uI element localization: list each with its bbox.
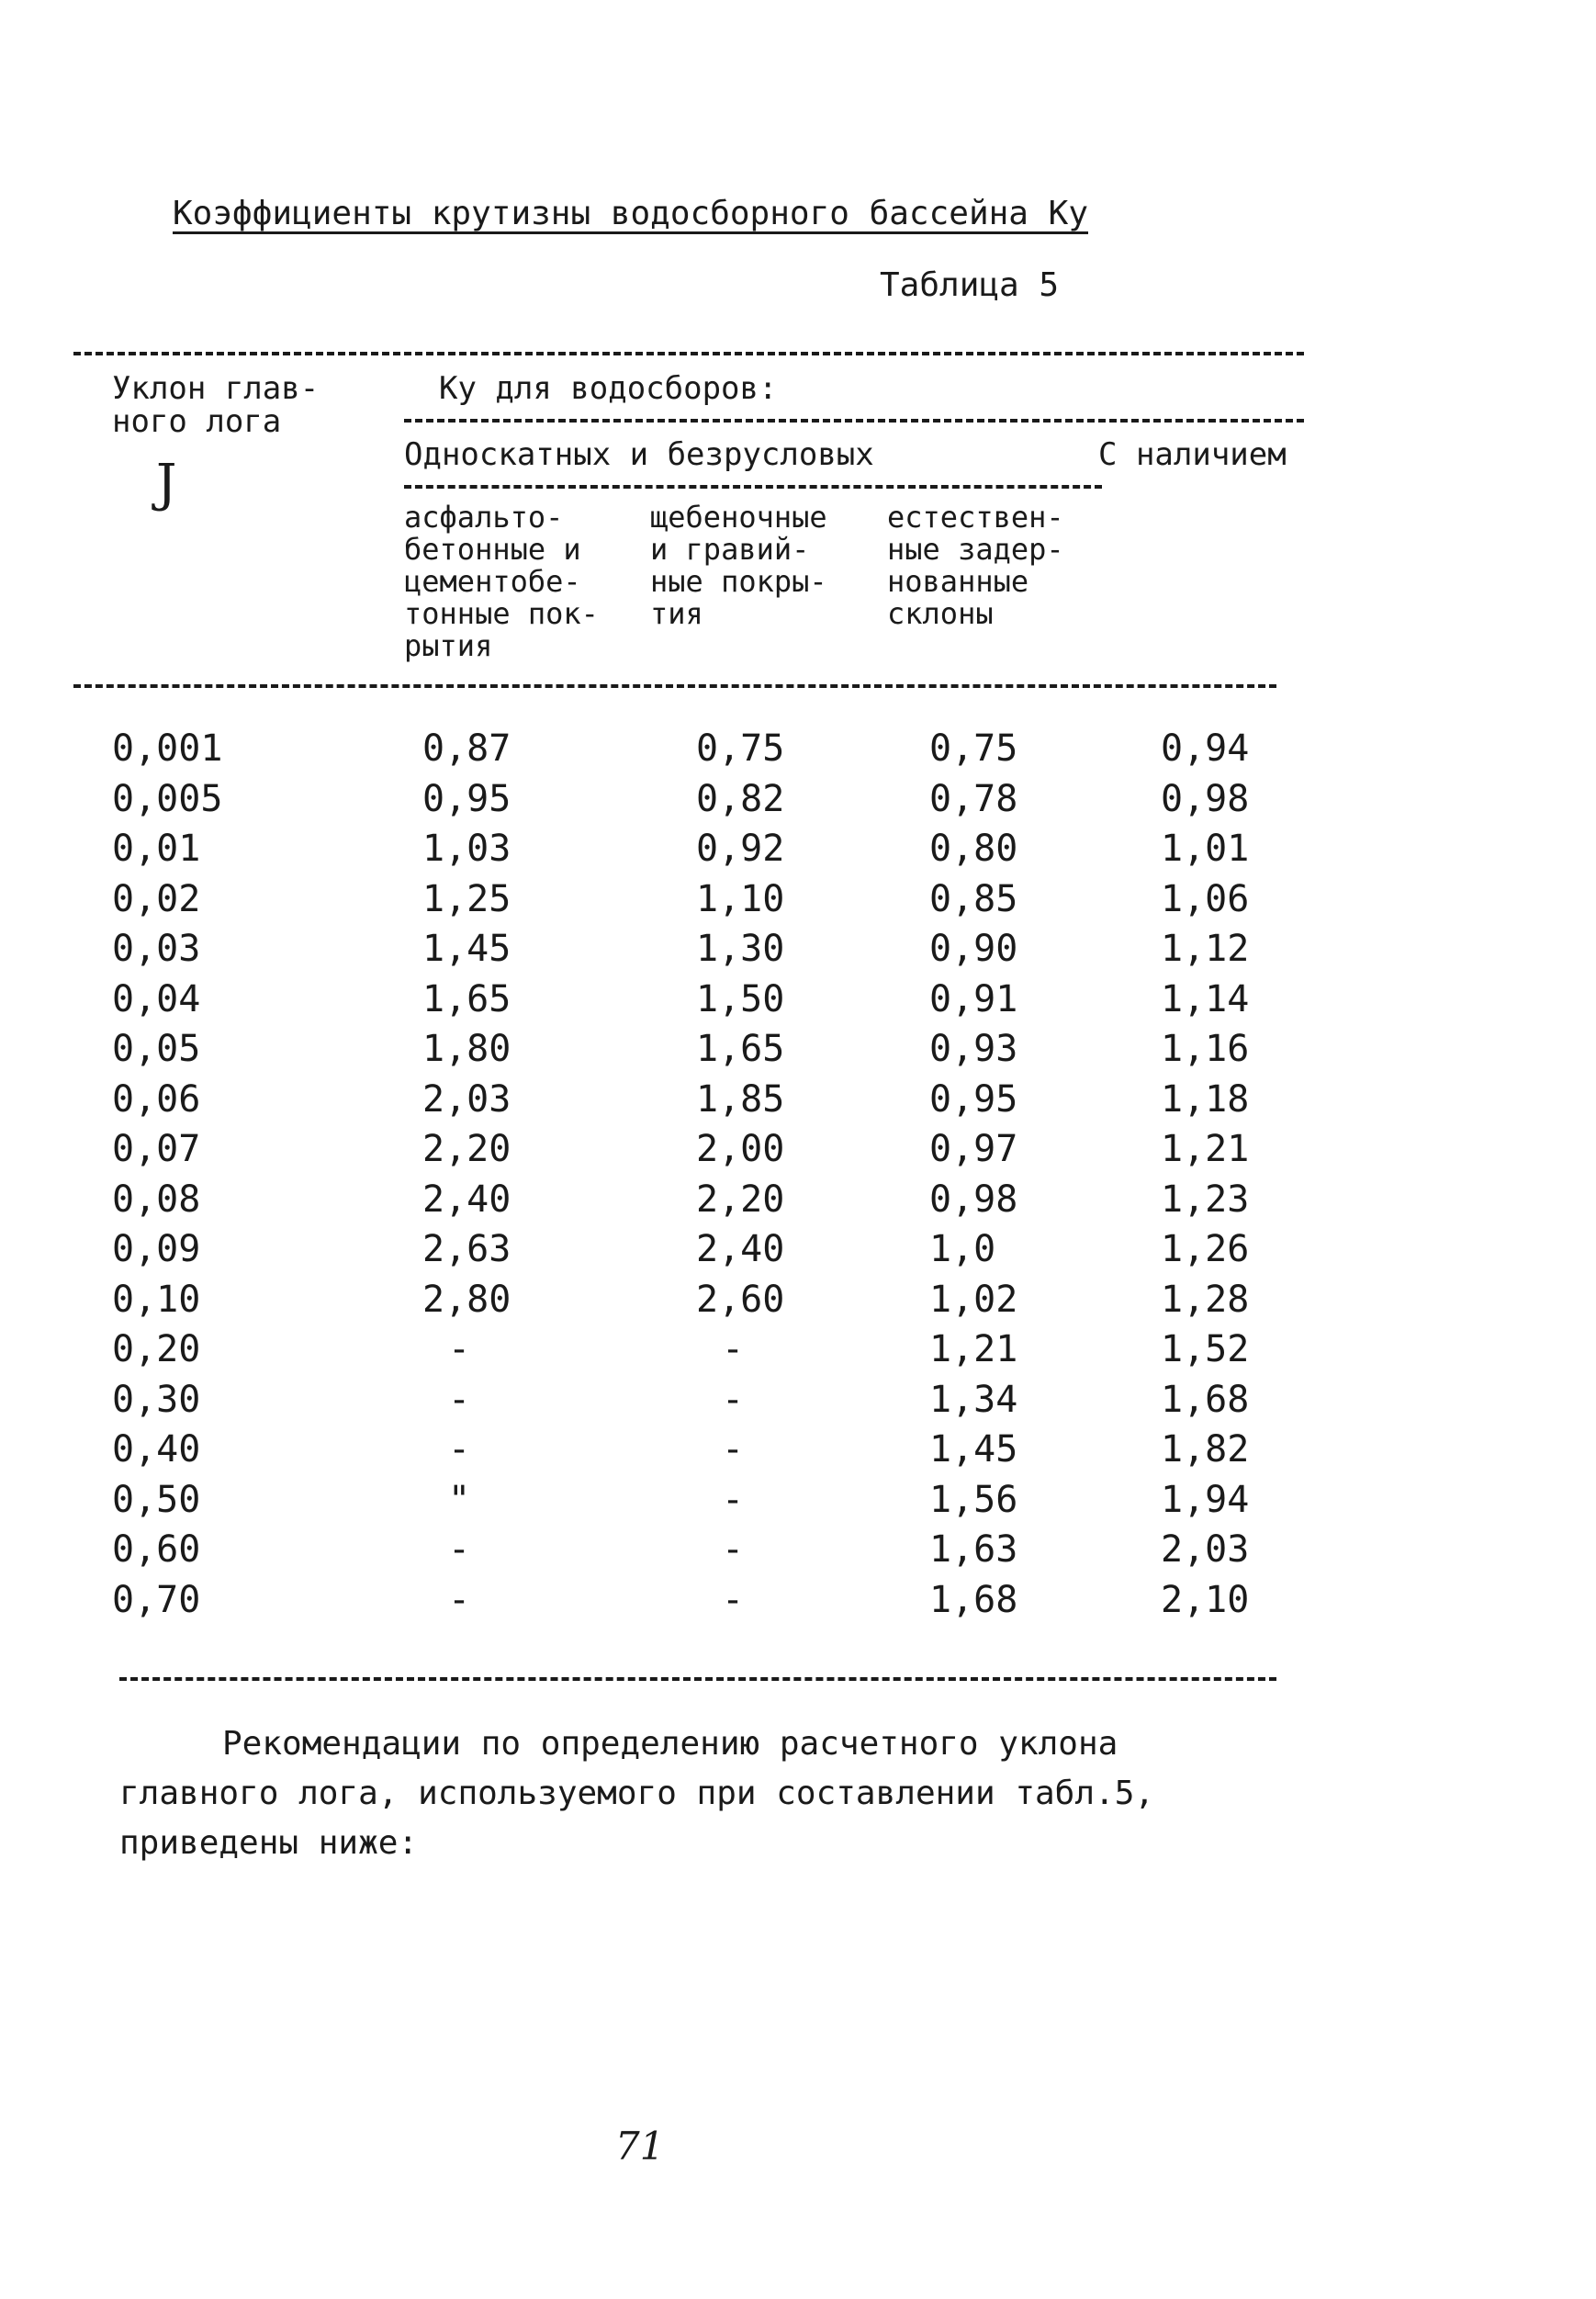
slope-cell: 0,70: [112, 1578, 201, 1621]
coefficient-cell: 0,87: [422, 727, 511, 770]
sub-header-gravel: щебеночные и гравий- ные покры- тия: [650, 500, 827, 631]
col0-header-line-1: Уклон глав-: [112, 370, 320, 407]
coefficient-cell: -: [722, 1578, 745, 1621]
coefficient-cell: 1,25: [422, 877, 511, 920]
coefficient-cell: 0,95: [422, 777, 511, 820]
recommendation-paragraph: [119, 1719, 1221, 1868]
coefficient-cell: 0,78: [929, 777, 1018, 820]
slope-cell: 0,05: [112, 1028, 201, 1070]
coefficient-cell: 2,03: [422, 1077, 511, 1121]
table-row: [0, 1228, 1596, 1278]
paragraph-line-3: приведены ниже:: [119, 1824, 419, 1862]
coefficient-cell: 1,30: [696, 928, 785, 970]
slope-cell: 0,40: [112, 1428, 201, 1471]
paragraph-line-1: Рекомендации по определению расчетного уклона: [222, 1725, 1118, 1763]
last-col-header: С наличием: [1098, 436, 1287, 473]
coefficient-cell: 1,50: [696, 977, 785, 1020]
coefficient-cell: 1,52: [1161, 1328, 1250, 1370]
coefficient-cell: -: [722, 1428, 745, 1471]
coefficient-cell: 1,80: [422, 1028, 511, 1070]
coefficient-cell: 1,56: [929, 1478, 1018, 1521]
table-row: [0, 1028, 1596, 1077]
coefficient-cell: 1,21: [929, 1328, 1018, 1370]
sub-header-natural: естествен- ные задер- нованные склоны: [887, 500, 1064, 631]
slope-cell: 0,06: [112, 1077, 201, 1121]
coefficient-cell: 1,16: [1161, 1028, 1250, 1070]
coefficient-cell: 0,80: [929, 828, 1018, 870]
slope-cell: 0,005: [112, 777, 223, 820]
table-row: [0, 878, 1596, 928]
col0-header-line-2: ного лога: [112, 403, 282, 440]
table-row: [0, 928, 1596, 977]
coefficient-cell: 1,01: [1161, 828, 1250, 870]
coefficient-cell: ": [448, 1478, 471, 1521]
coefficient-cell: 0,92: [696, 828, 785, 870]
subgroup-header-rule: [404, 485, 1102, 489]
slope-cell: 0,02: [112, 877, 201, 920]
coefficient-cell: 1,06: [1161, 877, 1250, 920]
slope-cell: 0,03: [112, 928, 201, 970]
table-bottom-rule: [119, 1677, 1276, 1681]
paragraph-line-2: главного лога, используемого при составлении табл.5,: [119, 1775, 1155, 1812]
coefficient-cell: 1,94: [1161, 1478, 1250, 1521]
coefficient-cell: 1,02: [929, 1278, 1018, 1321]
slope-symbol: Ј: [156, 454, 177, 513]
document-title: Коэффициенты крутизны водосборного бассейна Kу: [173, 195, 1088, 232]
coefficient-cell: 0,93: [929, 1028, 1018, 1070]
table-row: [0, 1479, 1596, 1528]
table-row: [0, 1528, 1596, 1578]
coefficient-cell: -: [448, 1378, 471, 1421]
coefficient-cell: 1,03: [422, 828, 511, 870]
slope-cell: 0,08: [112, 1178, 201, 1221]
table-row: [0, 1128, 1596, 1178]
coefficient-cell: 1,63: [929, 1528, 1018, 1571]
table-row: [0, 1428, 1596, 1478]
coefficient-cell: -: [722, 1378, 745, 1421]
coefficient-cell: -: [722, 1478, 745, 1521]
slope-cell: 0,09: [112, 1228, 201, 1270]
coefficient-cell: 1,23: [1161, 1178, 1250, 1221]
coefficient-cell: 0,75: [929, 727, 1018, 770]
slope-cell: 0,60: [112, 1528, 201, 1571]
table-row: [0, 1379, 1596, 1428]
table-row: [0, 1279, 1596, 1328]
coefficient-cell: 1,65: [422, 977, 511, 1020]
coefficient-cell: 0,85: [929, 877, 1018, 920]
slope-cell: 0,50: [112, 1478, 201, 1521]
table-row: [0, 1178, 1596, 1228]
coefficient-cell: 2,40: [696, 1228, 785, 1270]
coefficient-cell: 0,98: [929, 1178, 1018, 1221]
coefficient-cell: 0,90: [929, 928, 1018, 970]
coefficient-cell: 1,26: [1161, 1228, 1250, 1270]
sub-header-asphalt: асфальто- бетонные и цементобе- тонные пок- рытия: [404, 500, 599, 663]
coefficient-cell: 2,60: [696, 1278, 785, 1321]
table-row: [0, 828, 1596, 877]
slope-cell: 0,07: [112, 1128, 201, 1170]
coefficient-cell: 1,45: [929, 1428, 1018, 1471]
coefficient-cell: 0,75: [696, 727, 785, 770]
coefficient-cell: 1,65: [696, 1028, 785, 1070]
coefficient-cell: 1,34: [929, 1378, 1018, 1421]
coefficient-cell: 2,20: [422, 1128, 511, 1170]
coefficient-cell: 0,94: [1161, 727, 1250, 770]
coefficient-cell: 0,82: [696, 777, 785, 820]
coefficient-cell: 2,63: [422, 1228, 511, 1270]
slope-cell: 0,10: [112, 1278, 201, 1321]
table-header-rule: [73, 684, 1276, 688]
coefficient-cell: -: [722, 1328, 745, 1370]
coefficient-cell: 2,03: [1161, 1528, 1250, 1571]
coefficient-cell: 0,97: [929, 1128, 1018, 1170]
slope-cell: 0,20: [112, 1328, 201, 1370]
coefficient-cell: 2,00: [696, 1128, 785, 1170]
coefficient-cell: 1,28: [1161, 1278, 1250, 1321]
coefficient-cell: 1,21: [1161, 1128, 1250, 1170]
coefficient-cell: -: [448, 1428, 471, 1471]
page-number: 71: [615, 2124, 665, 2169]
coefficient-cell: 1,85: [696, 1077, 785, 1121]
slope-cell: 0,001: [112, 727, 223, 770]
table-row: [0, 727, 1596, 777]
coefficient-cell: 0,98: [1161, 777, 1250, 820]
table-row: [0, 1078, 1596, 1128]
coefficient-cell: 0,91: [929, 977, 1018, 1020]
coefficient-cell: -: [448, 1328, 471, 1370]
subgroup-header: Односкатных и безрусловых: [404, 436, 874, 473]
table-label: Таблица 5: [880, 266, 1060, 304]
group-header: Kу для водосборов:: [439, 370, 778, 407]
coefficient-cell: 1,68: [929, 1578, 1018, 1621]
coefficient-cell: 1,68: [1161, 1378, 1250, 1421]
coefficient-cell: -: [448, 1528, 471, 1571]
coefficient-cell: 2,10: [1161, 1578, 1250, 1621]
coefficient-cell: 0,95: [929, 1077, 1018, 1121]
coefficient-cell: -: [448, 1578, 471, 1621]
coefficient-cell: 1,45: [422, 928, 511, 970]
group-header-rule: [404, 419, 1304, 423]
coefficient-cell: 1,82: [1161, 1428, 1250, 1471]
slope-cell: 0,30: [112, 1378, 201, 1421]
table-row: [0, 778, 1596, 828]
coefficient-cell: 1,0: [929, 1228, 996, 1270]
slope-cell: 0,04: [112, 977, 201, 1020]
coefficient-cell: 2,80: [422, 1278, 511, 1321]
coefficient-cell: 1,10: [696, 877, 785, 920]
slope-cell: 0,01: [112, 828, 201, 870]
coefficient-cell: 2,40: [422, 1178, 511, 1221]
coefficient-cell: 2,20: [696, 1178, 785, 1221]
coefficient-cell: 1,14: [1161, 977, 1250, 1020]
coefficient-cell: 1,12: [1161, 928, 1250, 970]
coefficient-cell: 1,18: [1161, 1077, 1250, 1121]
table-row: [0, 1579, 1596, 1628]
table-row: [0, 1328, 1596, 1378]
table-row: [0, 978, 1596, 1028]
coefficient-cell: -: [722, 1528, 745, 1571]
table-top-rule: [73, 352, 1304, 355]
